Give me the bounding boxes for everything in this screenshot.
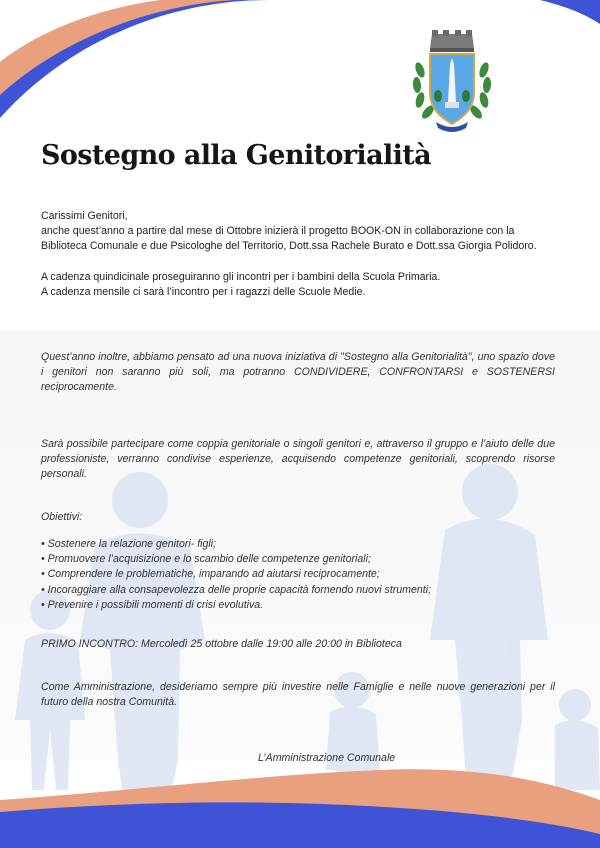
signature: L’Amministrazione Comunale	[258, 752, 396, 764]
list-item: • Prevenire i possibili momenti di crisi evolutiva.	[41, 598, 264, 611]
page-title: Sostegno alla Genitorialità	[41, 140, 432, 171]
closing-paragraph: Come Amministrazione, desideriamo sempre più investire nelle Famiglie e nelle nuove generazioni per il futuro della nostra Comunità.	[41, 681, 555, 709]
objectives-list	[41, 537, 561, 613]
objectives-heading: Obiettivi:	[41, 511, 83, 523]
intro-paragraph: anche quest’anno a partire dal mese di Ottobre inizierà il progetto BOOK-ON in collaborazione con la Biblioteca Comunale e due Psicologhe del Territorio, Dott.ssa Rachele Burato e Dott.ssa Giorgia Polidoro.	[41, 225, 537, 253]
middle-school-line: A cadenza mensile ci sarà l’incontro per i ragazzi delle Scuole Medie.	[41, 285, 366, 298]
initiative-paragraph: Quest’anno inoltre, abbiamo pensato ad una nuova iniziativa di "Sostegno alla Genitorialità", uno spazio dove i genitori non saranno più soli, ma potranno CONDIVIDERE, CONFRONTARSI e SOSTENERSI reciprocamente.	[41, 351, 555, 394]
municipal-crest	[412, 30, 492, 134]
participation-paragraph: Sarà possibile partecipare come coppia genitoriale o singoli genitori e, attraverso il gruppo e l’aiuto delle due professioniste, verranno condivise esperienze, acquisendo competenze genitoriali, scoprendo risorse personali.	[41, 438, 555, 481]
list-item: • Sostenere la relazione genitori- figli;	[41, 538, 217, 550]
intro-section	[41, 209, 561, 300]
list-item: • Incoraggiare alla consapevolezza delle proprie capacità fornendo nuovi strumenti;	[41, 583, 432, 596]
primary-school-line: A cadenza quindicinale proseguiranno gli incontri per i bambini della Scuola Primaria.	[41, 270, 441, 283]
first-meeting: PRIMO INCONTRO: Mercoledì 25 ottobre dalle 19:00 alle 20:00 in Biblioteca	[41, 638, 402, 650]
greeting: Carissimi Genitori,	[41, 210, 128, 222]
list-item: • Comprendere le problematiche, imparando ad aiutarsi reciprocamente;	[41, 568, 380, 581]
list-item: • Promuovere l’acquisizione e lo scambio delle competenze genitoriali;	[41, 553, 371, 566]
